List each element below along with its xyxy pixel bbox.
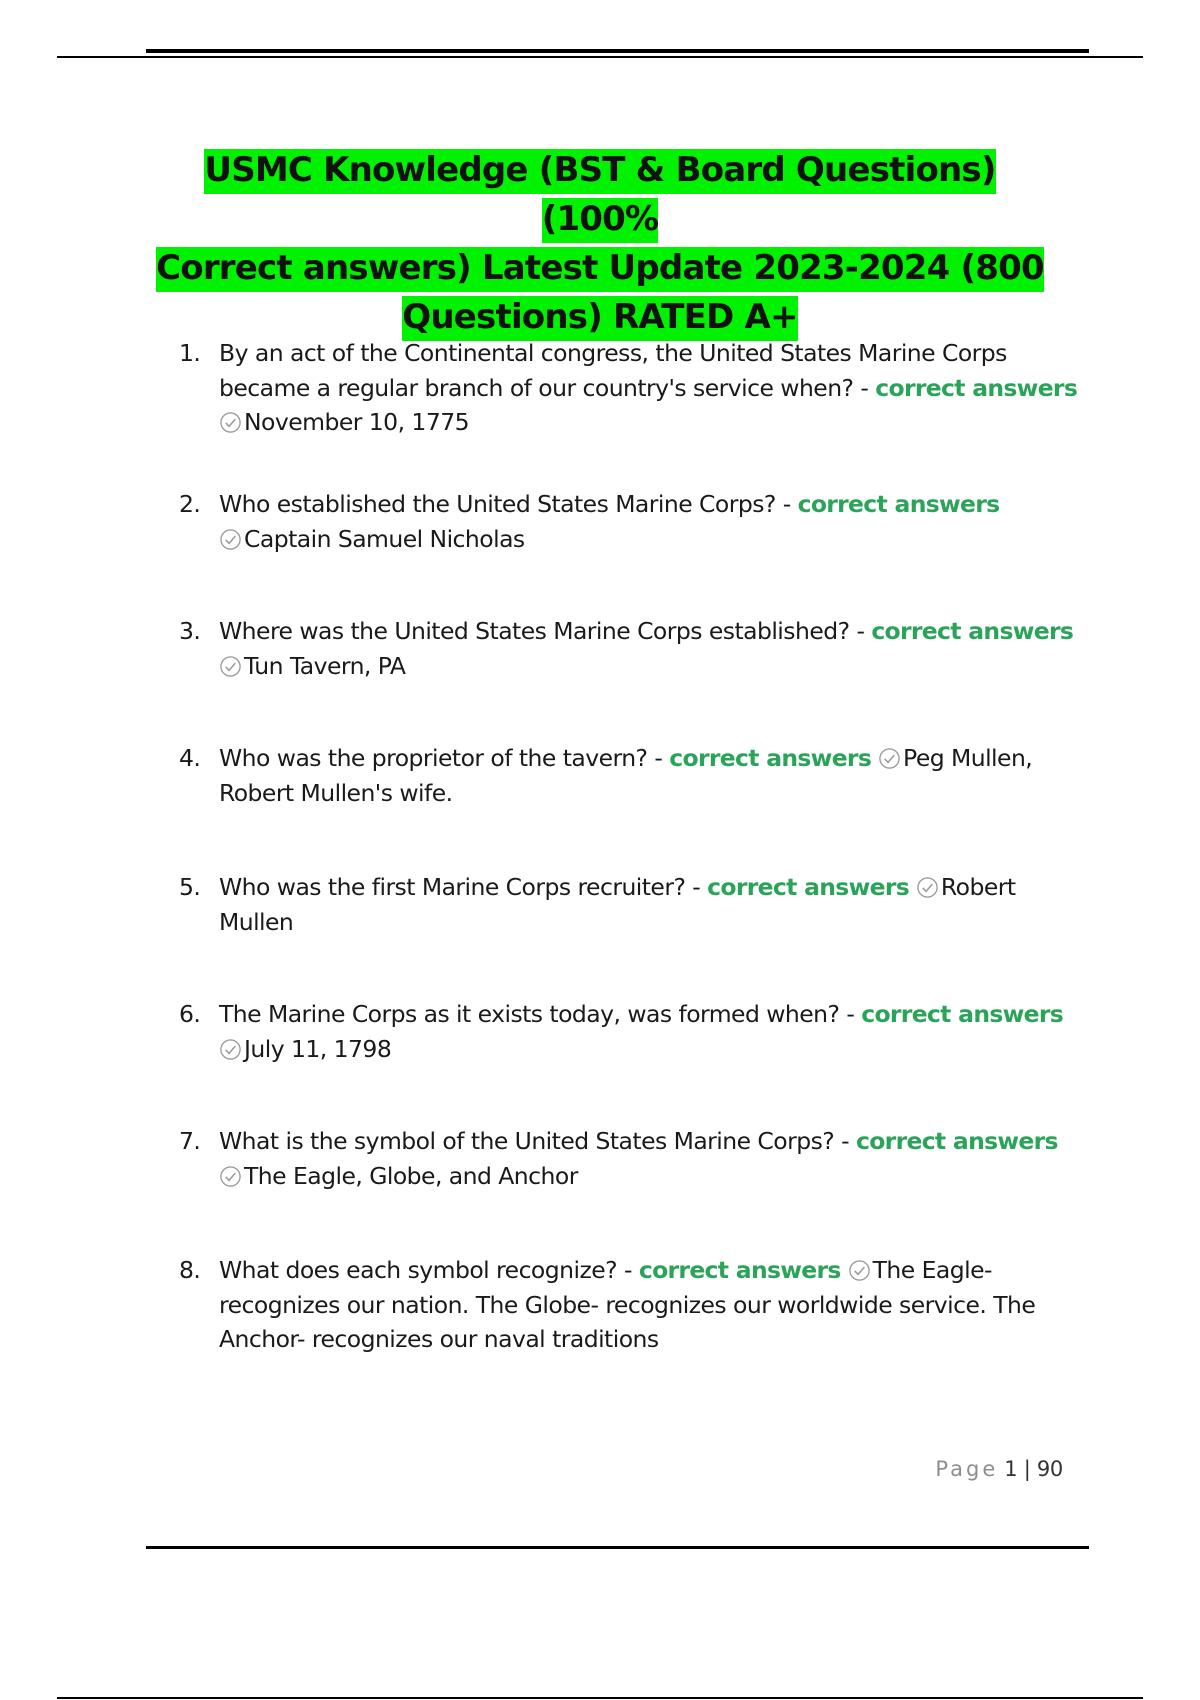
question-text: The Marine Corps as it exists today, was formed when? [219,1000,840,1028]
footer-rule-thick [146,1546,1089,1549]
check-circle-icon [219,528,242,551]
page-separator: | [1023,1457,1031,1481]
answer-text: The Eagle, Globe, and Anchor [244,1161,578,1190]
answer-text: Peg Mullen, Robert Mullen's wife. [219,744,1033,807]
check-circle-icon [219,1038,242,1061]
question-item-4 [179,741,1079,870]
answer-text: November 10, 1775 [244,408,470,436]
question-number: 6. [179,1000,201,1028]
answer-separator: - [685,873,708,901]
question-item-2 [179,487,1079,614]
question-number: 2. [179,490,201,518]
answer-separator: - [617,1256,639,1284]
title-line-3: Questions) RATED A+ [402,296,797,341]
question-text: By an act of the Continental congress, the United States Marine Corps became a regular branch of our country's service when? [219,339,1007,402]
answer-separator: - [834,1127,856,1155]
footer-rule-thin [57,1697,1143,1699]
check-circle-icon [916,876,939,899]
title-line-2: Correct answers) Latest Update 2023-2024 (800 [156,247,1044,292]
correct-answers-label: correct answers [861,1000,1064,1028]
answer-separator: - [775,490,798,518]
answer-text: Robert Mullen [219,873,1016,936]
check-circle-icon [219,411,242,434]
page-label: Page [935,1457,999,1481]
question-text: What does each symbol recognize? [219,1256,618,1284]
correct-answers-label: correct answers [797,490,1000,518]
answer-separator: - [849,617,872,645]
check-circle-icon [219,1165,242,1188]
page-current: 1 [1004,1457,1018,1481]
correct-answers-label: correct answers [638,1256,841,1284]
answer-text: The Eagle- recognizes our nation. The Globe- recognizes our worldwide service. The Anchor- recognizes our naval traditions [219,1256,1036,1353]
question-item-8 [179,1253,1079,1357]
correct-answers-label: correct answers [856,1127,1058,1155]
document-title [150,146,1050,342]
question-number: 8. [179,1256,201,1284]
answer-text: Tun Tavern, PA [244,651,406,680]
header-rule-thin [57,56,1143,58]
question-item-5 [179,870,1079,997]
question-number: 1. [179,339,201,367]
question-item-7 [179,1124,1079,1253]
page-footer [935,1457,1063,1481]
check-circle-icon [878,747,901,770]
question-text: Where was the United States Marine Corps established? [219,617,850,645]
correct-answers-label: correct answers [871,617,1074,645]
check-circle-icon [848,1259,871,1282]
correct-answers-label: correct answers [875,373,1078,402]
correct-answers-label: correct answers [707,873,909,901]
answer-text: Captain Samuel Nicholas [244,524,525,553]
question-number: 3. [179,617,201,645]
question-text: Who established the United States Marine Corps? [219,490,776,518]
answer-separator: - [839,1000,862,1028]
question-text: Who was the first Marine Corps recruiter? [219,873,686,901]
question-number: 5. [179,873,201,901]
question-number: 4. [179,744,201,772]
question-list [179,336,1079,1357]
title-line-1: USMC Knowledge (BST & Board Questions) (100% [204,149,995,243]
header-rule-thick [146,49,1089,53]
question-number: 7. [179,1127,201,1155]
answer-separator: - [853,373,876,402]
question-item-1 [179,336,1079,487]
page-total: 90 [1036,1457,1063,1481]
answer-text: July 11, 1798 [244,1034,392,1063]
question-item-6 [179,997,1079,1124]
question-item-3 [179,614,1079,741]
answer-separator: - [647,744,670,772]
check-circle-icon [219,655,242,678]
question-text: Who was the proprietor of the tavern? [219,744,648,772]
correct-answers-label: correct answers [669,744,872,772]
question-text: What is the symbol of the United States Marine Corps? [219,1127,835,1155]
